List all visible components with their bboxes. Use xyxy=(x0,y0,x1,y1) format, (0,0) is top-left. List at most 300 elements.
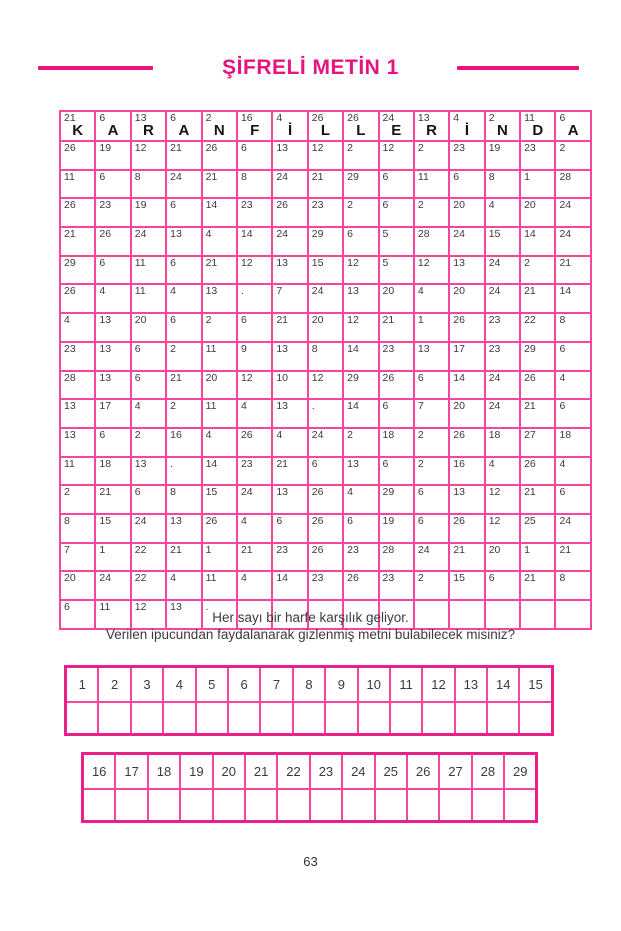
answer-blank-cell xyxy=(277,789,309,822)
cipher-cell: 26 xyxy=(449,313,484,342)
cipher-cell: 21 xyxy=(449,543,484,572)
cipher-cell: 12 xyxy=(485,514,520,543)
cipher-cell: 13 xyxy=(166,227,201,256)
cipher-cell: 21 xyxy=(520,571,555,600)
cipher-cell: 13 xyxy=(414,342,449,371)
clue-letter: N xyxy=(496,121,508,139)
cipher-cell: 2 xyxy=(414,571,449,600)
cipher-cell: 21 xyxy=(555,543,590,572)
cipher-cell: 15 xyxy=(95,514,130,543)
cipher-cell: 28 xyxy=(414,227,449,256)
cipher-cell: 12 xyxy=(343,313,378,342)
clue-letter: R xyxy=(426,121,438,139)
answer-blank-cell xyxy=(163,702,195,735)
cipher-cell: 6 xyxy=(60,600,95,629)
cipher-cell: 4 xyxy=(166,284,201,313)
clue-letter: R xyxy=(143,121,154,139)
cipher-cell: 15 xyxy=(485,227,520,256)
cipher-cell: 2 xyxy=(343,428,378,457)
cipher-cell: 12 xyxy=(131,600,166,629)
cipher-cell: 13 xyxy=(343,457,378,486)
cipher-cell: 24 xyxy=(449,227,484,256)
cipher-cell: 6 xyxy=(237,313,272,342)
cipher-cell: 20 xyxy=(449,198,484,227)
cipher-cell: 2 xyxy=(343,198,378,227)
cipher-cell: 6 xyxy=(95,170,130,199)
answer-number-cell: 20 xyxy=(213,754,245,790)
cipher-cell: 4 xyxy=(95,284,130,313)
cipher-cell: 6 xyxy=(308,457,343,486)
answer-blank-cell xyxy=(310,789,342,822)
cipher-cell: . xyxy=(237,284,272,313)
cipher-cell: 12 xyxy=(237,256,272,285)
clue-cell xyxy=(60,111,95,141)
clue-letter: A xyxy=(178,121,190,139)
clue-number: 2 xyxy=(205,112,212,124)
cipher-cell: 13 xyxy=(166,514,201,543)
cipher-cell: 1 xyxy=(202,543,237,572)
cipher-cell: 4 xyxy=(555,457,590,486)
cipher-cell: 20 xyxy=(449,284,484,313)
cipher-cell: 18 xyxy=(485,428,520,457)
cipher-cell: 13 xyxy=(60,428,95,457)
cipher-cell: 1 xyxy=(414,313,449,342)
cipher-cell: 23 xyxy=(237,457,272,486)
cipher-cell: 19 xyxy=(95,141,130,170)
cipher-cell: 23 xyxy=(485,313,520,342)
answer-blank-cell xyxy=(390,702,422,735)
answer-table-1-15 xyxy=(64,665,554,736)
clue-number: 11 xyxy=(524,112,535,124)
cipher-cell: 13 xyxy=(202,284,237,313)
cipher-cell: 23 xyxy=(237,198,272,227)
cipher-cell: 26 xyxy=(449,428,484,457)
page-title: ŞİFRELİ METİN 1 xyxy=(222,56,399,79)
answer-number-cell: 24 xyxy=(342,754,374,790)
cipher-cell: 12 xyxy=(237,371,272,400)
answer-number-cell: 29 xyxy=(504,754,537,790)
cipher-cell: 22 xyxy=(131,543,166,572)
answer-blank-cell xyxy=(439,789,471,822)
clue-number: 21 xyxy=(64,112,76,124)
cipher-cell: 24 xyxy=(131,514,166,543)
cipher-cell: 24 xyxy=(485,371,520,400)
cipher-cell: 4 xyxy=(272,428,307,457)
clue-letter: A xyxy=(567,121,579,139)
cipher-cell: 6 xyxy=(555,485,590,514)
cipher-cell: 2 xyxy=(414,457,449,486)
clue-cell xyxy=(131,111,166,141)
cipher-cell: 1 xyxy=(520,543,555,572)
answer-blank-cell xyxy=(358,702,390,735)
answer-number-cell: 5 xyxy=(196,667,228,703)
cipher-cell: 18 xyxy=(555,428,590,457)
cipher-cell: 21 xyxy=(308,170,343,199)
answer-number-cell: 11 xyxy=(390,667,422,703)
answer-blank-cell xyxy=(180,789,212,822)
cipher-cell: 25 xyxy=(520,514,555,543)
cipher-cell: 4 xyxy=(555,371,590,400)
cipher-cell: 14 xyxy=(555,284,590,313)
cipher-cell: 13 xyxy=(272,141,307,170)
clue-cell xyxy=(414,111,449,141)
cipher-cell: 20 xyxy=(308,313,343,342)
cipher-cell: 26 xyxy=(272,198,307,227)
cipher-cell: 12 xyxy=(414,256,449,285)
cipher-cell: 15 xyxy=(308,256,343,285)
cipher-cell: 13 xyxy=(272,485,307,514)
clue-number: 4 xyxy=(453,112,460,124)
cipher-cell: 2 xyxy=(520,256,555,285)
cipher-cell: 6 xyxy=(166,313,201,342)
answer-number-cell: 1 xyxy=(66,667,99,703)
clue-letter: L xyxy=(320,121,331,139)
cipher-cell: 24 xyxy=(272,170,307,199)
cipher-cell: 4 xyxy=(485,198,520,227)
clue-letter: F xyxy=(250,121,260,139)
cipher-cell: 21 xyxy=(60,227,95,256)
cipher-cell: 7 xyxy=(60,543,95,572)
cipher-cell: 29 xyxy=(343,371,378,400)
cipher-cell: 8 xyxy=(131,170,166,199)
cipher-cell: 6 xyxy=(131,485,166,514)
clue-letter: D xyxy=(532,121,544,139)
cipher-cell: 19 xyxy=(485,141,520,170)
cipher-cell: 24 xyxy=(308,428,343,457)
cipher-cell: 8 xyxy=(308,342,343,371)
cipher-cell: 8 xyxy=(555,313,590,342)
cipher-cell: 24 xyxy=(555,514,590,543)
cipher-cell: 21 xyxy=(520,399,555,428)
cipher-cell: 6 xyxy=(379,170,414,199)
cipher-cell: 11 xyxy=(202,342,237,371)
answer-blank-cell xyxy=(472,789,504,822)
clue-cell xyxy=(202,111,237,141)
cipher-cell: 6 xyxy=(166,256,201,285)
cipher-cell: 6 xyxy=(131,371,166,400)
answer-number-cell: 18 xyxy=(148,754,180,790)
cipher-cell: 23 xyxy=(485,342,520,371)
cipher-cell: 4 xyxy=(414,284,449,313)
cipher-cell: 23 xyxy=(379,571,414,600)
cipher-cell: 26 xyxy=(308,543,343,572)
cipher-cell: 26 xyxy=(202,141,237,170)
cipher-cell: 4 xyxy=(237,571,272,600)
cipher-cell: 14 xyxy=(520,227,555,256)
cipher-cell: 21 xyxy=(202,170,237,199)
cipher-cell: 23 xyxy=(520,141,555,170)
cipher-cell: 8 xyxy=(485,170,520,199)
cipher-cell: 26 xyxy=(60,141,95,170)
cipher-cell: 20 xyxy=(520,198,555,227)
cipher-cell: 26 xyxy=(520,457,555,486)
cipher-cell: 6 xyxy=(237,141,272,170)
cipher-cell: 6 xyxy=(343,227,378,256)
cipher-cell: 24 xyxy=(237,485,272,514)
answer-blank-cell xyxy=(228,702,260,735)
clue-cell xyxy=(95,111,130,141)
cipher-cell: 13 xyxy=(449,485,484,514)
clue-cell xyxy=(485,111,520,141)
answer-number-cell: 14 xyxy=(487,667,519,703)
cipher-cell: 4 xyxy=(202,428,237,457)
cipher-cell: 4 xyxy=(131,399,166,428)
instructions xyxy=(0,610,621,644)
cipher-cell: 12 xyxy=(308,141,343,170)
clue-letter: N xyxy=(213,121,225,139)
cipher-cell: 6 xyxy=(272,514,307,543)
cipher-cell: 24 xyxy=(485,399,520,428)
clue-cell xyxy=(379,111,414,141)
clue-letter: A xyxy=(107,121,119,139)
cipher-cell: 26 xyxy=(308,485,343,514)
cipher-cell: 13 xyxy=(60,399,95,428)
cipher-cell: 6 xyxy=(555,399,590,428)
answer-blank-cell xyxy=(131,702,163,735)
cipher-cell: 12 xyxy=(485,485,520,514)
cipher-cell: 29 xyxy=(343,170,378,199)
clue-letter: İ xyxy=(287,121,293,139)
answer-blank-cell xyxy=(342,789,374,822)
cipher-cell: 6 xyxy=(379,198,414,227)
cipher-cell: 18 xyxy=(95,457,130,486)
cipher-cell: 21 xyxy=(272,457,307,486)
cipher-cell: 13 xyxy=(95,371,130,400)
cipher-cell: 6 xyxy=(379,399,414,428)
answer-blank-cell xyxy=(98,702,130,735)
cipher-cell: 20 xyxy=(131,313,166,342)
cipher-cell: 20 xyxy=(60,571,95,600)
cipher-cell: 13 xyxy=(166,600,201,629)
cipher-cell: 13 xyxy=(449,256,484,285)
clue-number: 24 xyxy=(382,112,395,124)
answer-blank-cell xyxy=(325,702,357,735)
cipher-cell: 23 xyxy=(95,198,130,227)
cipher-cell: 20 xyxy=(202,371,237,400)
cipher-cell: 13 xyxy=(272,399,307,428)
cipher-cell: 4 xyxy=(166,571,201,600)
cipher-cell: 5 xyxy=(379,256,414,285)
clue-number: 6 xyxy=(99,112,106,124)
cipher-cell: 23 xyxy=(308,198,343,227)
cipher-cell: 2 xyxy=(343,141,378,170)
answer-number-cell: 22 xyxy=(277,754,309,790)
cipher-cell: 20 xyxy=(449,399,484,428)
answer-blank-cell xyxy=(66,702,99,735)
clue-cell xyxy=(272,111,307,141)
cipher-cell: 21 xyxy=(166,141,201,170)
answer-number-cell: 13 xyxy=(455,667,487,703)
cipher-cell: 26 xyxy=(60,284,95,313)
clue-number: 16 xyxy=(240,112,253,124)
cipher-cell: 26 xyxy=(343,571,378,600)
answer-number-cell: 19 xyxy=(180,754,212,790)
answer-number-cell: 15 xyxy=(519,667,552,703)
cipher-cell: 23 xyxy=(343,543,378,572)
cipher-cell: 14 xyxy=(237,227,272,256)
answer-number-cell: 27 xyxy=(439,754,471,790)
clue-cell xyxy=(520,111,555,141)
answer-blank-cell xyxy=(455,702,487,735)
cipher-cell: 21 xyxy=(520,284,555,313)
cipher-cell: 20 xyxy=(379,284,414,313)
cipher-cell: 18 xyxy=(379,428,414,457)
answer-blank-cell xyxy=(519,702,552,735)
cipher-cell: 28 xyxy=(60,371,95,400)
cipher-cell: 6 xyxy=(414,371,449,400)
clue-number: 4 xyxy=(276,112,283,124)
cipher-cell: 2 xyxy=(414,428,449,457)
clue-cell xyxy=(308,111,343,141)
cipher-cell: 6 xyxy=(131,342,166,371)
clue-cell xyxy=(555,111,590,141)
cipher-cell: 14 xyxy=(343,399,378,428)
answer-number-cell: 17 xyxy=(115,754,147,790)
answer-blank-cell xyxy=(375,789,407,822)
cipher-cell: 21 xyxy=(166,543,201,572)
cipher-cell: 14 xyxy=(449,371,484,400)
cipher-cell: 5 xyxy=(379,227,414,256)
cipher-cell: 27 xyxy=(520,428,555,457)
cipher-cell: 21 xyxy=(520,485,555,514)
cipher-grid xyxy=(59,110,592,630)
cipher-cell: 24 xyxy=(131,227,166,256)
clue-number: 26 xyxy=(347,112,359,124)
cipher-cell: 6 xyxy=(555,342,590,371)
cipher-cell: 12 xyxy=(131,141,166,170)
cipher-cell: 2 xyxy=(202,313,237,342)
clue-number: 6 xyxy=(170,112,177,124)
clue-number: 13 xyxy=(417,112,430,124)
answer-number-cell: 23 xyxy=(310,754,342,790)
cipher-cell: . xyxy=(308,399,343,428)
cipher-cell: 2 xyxy=(166,342,201,371)
cipher-cell: 14 xyxy=(343,342,378,371)
cipher-cell: 13 xyxy=(95,313,130,342)
instruction-line-2: Verilen ipucundan faydalanarak gizlenmiş metni bulabilecek misiniz? xyxy=(106,626,515,642)
instruction-line-1: Her sayı bir harfe karşılık geliyor. xyxy=(212,610,409,625)
cipher-cell: 23 xyxy=(60,342,95,371)
cipher-cell: 8 xyxy=(555,571,590,600)
cipher-cell: 11 xyxy=(60,170,95,199)
cipher-cell: 6 xyxy=(414,514,449,543)
cipher-cell: 16 xyxy=(449,457,484,486)
cipher-cell: 22 xyxy=(131,571,166,600)
cipher-cell: 9 xyxy=(237,342,272,371)
clue-cell xyxy=(237,111,272,141)
answer-blank-cell xyxy=(115,789,147,822)
page-header xyxy=(0,52,621,86)
answer-blank-cell xyxy=(83,789,116,822)
answer-number-cell: 2 xyxy=(98,667,130,703)
cipher-cell: 13 xyxy=(131,457,166,486)
answer-blank-cell xyxy=(407,789,439,822)
clue-number: 26 xyxy=(311,112,324,124)
cipher-cell: 26 xyxy=(520,371,555,400)
cipher-cell: 21 xyxy=(379,313,414,342)
answer-blank-cell xyxy=(148,789,180,822)
cipher-cell: 26 xyxy=(308,514,343,543)
answer-number-cell: 12 xyxy=(422,667,454,703)
cipher-cell: 6 xyxy=(166,198,201,227)
cipher-cell: 28 xyxy=(379,543,414,572)
cipher-cell: 26 xyxy=(379,371,414,400)
cipher-cell: 4 xyxy=(343,485,378,514)
cipher-cell: 1 xyxy=(95,543,130,572)
cipher-cell: 11 xyxy=(131,284,166,313)
cipher-cell: 12 xyxy=(379,141,414,170)
answer-blank-cell xyxy=(504,789,537,822)
answer-blank-cell xyxy=(487,702,519,735)
cipher-cell: 11 xyxy=(95,600,130,629)
cipher-cell: 24 xyxy=(414,543,449,572)
cipher-cell: 4 xyxy=(237,399,272,428)
answer-number-cell: 7 xyxy=(260,667,292,703)
cipher-cell: 13 xyxy=(343,284,378,313)
cipher-cell: 21 xyxy=(95,485,130,514)
clue-number: 6 xyxy=(559,112,566,124)
page-number: 63 xyxy=(303,854,318,869)
cipher-cell: 7 xyxy=(272,284,307,313)
cipher-cell: 4 xyxy=(202,227,237,256)
cipher-cell: 11 xyxy=(202,399,237,428)
cipher-cell: 21 xyxy=(237,543,272,572)
cipher-cell: 12 xyxy=(308,371,343,400)
cipher-cell: 24 xyxy=(555,227,590,256)
cipher-cell: 24 xyxy=(485,256,520,285)
cipher-cell: 6 xyxy=(449,170,484,199)
clue-cell xyxy=(343,111,378,141)
clue-cell xyxy=(166,111,201,141)
cipher-cell: 11 xyxy=(202,571,237,600)
cipher-cell: 26 xyxy=(237,428,272,457)
cipher-cell: 6 xyxy=(485,571,520,600)
answer-blank-cell xyxy=(196,702,228,735)
answer-blank-cell xyxy=(293,702,325,735)
cipher-cell: 24 xyxy=(95,571,130,600)
cipher-cell: 29 xyxy=(520,342,555,371)
cipher-cell: 20 xyxy=(485,543,520,572)
cipher-cell: 21 xyxy=(166,371,201,400)
cipher-cell: 11 xyxy=(60,457,95,486)
cipher-cell: 24 xyxy=(555,198,590,227)
cipher-cell: 23 xyxy=(449,141,484,170)
cipher-cell: 14 xyxy=(202,198,237,227)
cipher-cell: 29 xyxy=(379,485,414,514)
cipher-cell: 26 xyxy=(202,514,237,543)
cipher-cell: . xyxy=(202,600,237,629)
cipher-cell: 8 xyxy=(237,170,272,199)
cipher-cell: 8 xyxy=(166,485,201,514)
answer-blank-cell xyxy=(213,789,245,822)
cipher-cell: 6 xyxy=(95,256,130,285)
cipher-cell: 4 xyxy=(60,313,95,342)
cipher-cell: 21 xyxy=(272,313,307,342)
clue-letter: L xyxy=(356,121,366,139)
clue-number: 13 xyxy=(134,112,147,124)
cipher-cell: 6 xyxy=(379,457,414,486)
cipher-cell: 6 xyxy=(343,514,378,543)
answer-blank-cell xyxy=(245,789,277,822)
clue-letter: E xyxy=(391,121,402,139)
cipher-cell: 6 xyxy=(414,485,449,514)
answer-blank-cell xyxy=(422,702,454,735)
answer-number-cell: 8 xyxy=(293,667,325,703)
cipher-cell: 14 xyxy=(272,571,307,600)
cipher-cell: 29 xyxy=(308,227,343,256)
answer-number-cell: 9 xyxy=(325,667,357,703)
cipher-cell: 16 xyxy=(166,428,201,457)
